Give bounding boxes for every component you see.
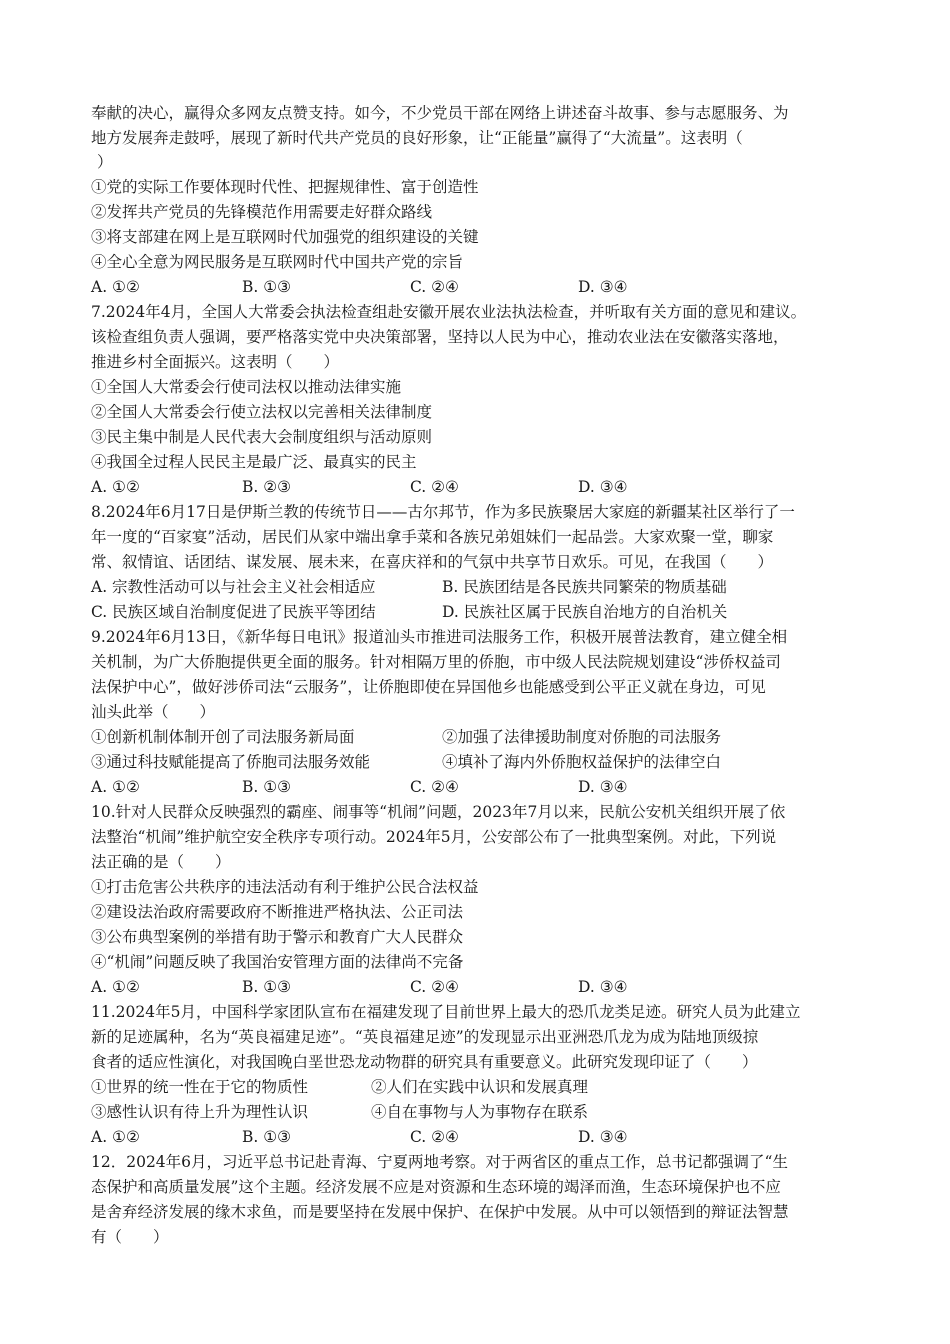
- q11-option-1: ①世界的统一性在于它的物质性: [91, 1078, 309, 1096]
- q7-option-2: ②全国人大常委会行使立法权以完善相关法律制度: [91, 403, 433, 421]
- q6-choice-c: C. ②④: [410, 278, 459, 296]
- q8-stem-line-3: 常、叙情谊、话团结、谋发展、展未来，在喜庆祥和的气氛中共享节日欢乐。可见，在我国（ ）: [91, 553, 774, 571]
- q9-option-2: ②加强了法律援助制度对侨胞的司法服务: [442, 728, 722, 746]
- q7-choice-d: D. ③④: [578, 478, 628, 496]
- q6-choice-d: D. ③④: [578, 278, 628, 296]
- q7-option-3: ③民主集中制是人民代表大会制度组织与活动原则: [91, 428, 433, 446]
- q8-choice-c: C. 民族区域自治制度促进了民族平等团结: [91, 603, 376, 621]
- q9-choice-b: B. ①③: [242, 778, 292, 796]
- q10-option-4: ④“机闹”问题反映了我国治安管理方面的法律尚不完备: [91, 953, 464, 971]
- q8-choice-d: D. 民族社区属于民族自治地方的自治机关: [442, 603, 728, 621]
- q8-choice-a: A. 宗教性活动可以与社会主义社会相适应: [91, 578, 376, 596]
- q7-choice-b: B. ②③: [242, 478, 292, 496]
- q10-stem-line-2: 法整治“机闹”维护航空安全秩序专项行动。2024年5月，公安部公布了一批典型案例。对此，下列说: [91, 828, 777, 846]
- q10-option-1: ①打击危害公共秩序的违法活动有利于维护公民合法权益: [91, 878, 479, 896]
- q12-stem-line-4: 有（ ）: [91, 1228, 169, 1246]
- q6-option-1: ①党的实际工作要体现时代性、把握规律性、富于创造性: [91, 178, 479, 196]
- q6-option-2: ②发挥共产党员的先锋模范作用需要走好群众路线: [91, 203, 433, 221]
- q10-stem-line-3: 法正确的是（ ）: [91, 853, 231, 871]
- q6-stem-line-3: ）: [97, 153, 113, 171]
- q12-stem-line-2: 态保护和高质量发展”这个主题。经济发展不应是对资源和生态环境的竭泽而渔，生态环境保护也不应: [91, 1178, 781, 1196]
- q6-stem-line-2: 地方发展奔走鼓呼，展现了新时代共产党员的良好形象，让“正能量”赢得了“大流量”。这表明（: [91, 129, 743, 147]
- q8-choice-b: B. 民族团结是各民族共同繁荣的物质基础: [442, 578, 727, 596]
- q11-choice-b: B. ①③: [242, 1128, 292, 1146]
- q7-choice-c: C. ②④: [410, 478, 459, 496]
- q11-stem-line-1: 11.2024年5月，中国科学家团队宣布在福建发现了目前世界上最大的恐爪龙类足迹。研究人员为此建立: [91, 1003, 801, 1021]
- q6-choice-b: B. ①③: [242, 278, 292, 296]
- q11-choice-c: C. ②④: [410, 1128, 459, 1146]
- q9-option-4: ④填补了海内外侨胞权益保护的法律空白: [442, 753, 722, 771]
- q9-choice-a: A. ①②: [91, 778, 140, 796]
- q12-stem-line-3: 是舍弃经济发展的缘木求鱼，而是要坚持在发展中保护、在保护中发展。从中可以领悟到的辩证法智慧: [91, 1203, 789, 1221]
- q11-option-4: ④自在事物与人为事物存在联系: [371, 1103, 589, 1121]
- q9-stem-line-3: 法保护中心”，做好涉侨司法“云服务”，让侨胞即使在异国他乡也能感受到公平正义就在身边，可见: [91, 678, 766, 696]
- q10-option-2: ②建设法治政府需要政府不断推进严格执法、公正司法: [91, 903, 464, 921]
- q6-option-4: ④全心全意为网民服务是互联网时代中国共产党的宗旨: [91, 253, 464, 271]
- q9-stem-line-1: 9.2024年6月13日，《新华每日电讯》报道汕头市推进司法服务工作，积极开展普法教育，建立健全相: [91, 628, 788, 646]
- q10-stem-line-1: 10.针对人民群众反映强烈的霸座、闹事等“机闹”问题，2023年7月以来，民航公安机关组织开展了依: [91, 803, 786, 821]
- q9-stem-line-2: 关机制，为广大侨胞提供更全面的服务。针对相隔万里的侨胞，市中级人民法院规划建设“涉侨权益司: [91, 653, 781, 671]
- q8-stem-line-2: 年一度的“百家宴”活动，居民们从家中端出拿手菜和各族兄弟姐妹们一起品尝。大家欢聚一堂，聊家: [91, 528, 774, 546]
- q7-stem-line-1: 7.2024年4月，全国人大常委会执法检查组赴安徽开展农业法执法检查，并听取有关方面的意见和建议。: [91, 303, 807, 321]
- q10-choice-d: D. ③④: [578, 978, 628, 996]
- q6-choice-a: A. ①②: [91, 278, 140, 296]
- q6-option-3: ③将支部建在网上是互联网时代加强党的组织建设的关键: [91, 228, 479, 246]
- q9-stem-line-4: 汕头此举（ ）: [91, 703, 216, 721]
- q7-stem-line-3: 推进乡村全面振兴。这表明（ ）: [91, 353, 340, 371]
- q9-choice-d: D. ③④: [578, 778, 628, 796]
- q10-choice-b: B. ①③: [242, 978, 292, 996]
- q7-option-1: ①全国人大常委会行使司法权以推动法律实施: [91, 378, 402, 396]
- q10-choice-a: A. ①②: [91, 978, 140, 996]
- q10-option-3: ③公布典型案例的举措有助于警示和教育广大人民群众: [91, 928, 464, 946]
- q10-choice-c: C. ②④: [410, 978, 459, 996]
- q6-stem-line-1: 奉献的决心，赢得众多网友点赞支持。如今，不少党员干部在网络上讲述奋斗故事、参与志愿服务、为: [91, 104, 789, 122]
- q11-stem-line-3: 食者的适应性演化，对我国晚白垩世恐龙动物群的研究具有重要意义。此研究发现印证了（ ）: [91, 1053, 758, 1071]
- q12-stem-line-1: 12．2024年6月，习近平总书记赴青海、宁夏两地考察。对于两省区的重点工作，总书记都强调了“生: [91, 1153, 788, 1171]
- q11-choice-d: D. ③④: [578, 1128, 628, 1146]
- q11-option-2: ②人们在实践中认识和发展真理: [371, 1078, 589, 1096]
- q7-option-4: ④我国全过程人民民主是最广泛、最真实的民主: [91, 453, 417, 471]
- q9-option-3: ③通过科技赋能提高了侨胞司法服务效能: [91, 753, 371, 771]
- q8-stem-line-1: 8.2024年6月17日是伊斯兰教的传统节日——古尔邦节，作为多民族聚居大家庭的新疆某社区举行了一: [91, 503, 795, 521]
- q11-stem-line-2: 新的足迹属种，名为“英良福建足迹”。“英良福建足迹”的发现显示出亚洲恐爪龙为成为陆地顶级掠: [91, 1028, 759, 1046]
- q9-option-1: ①创新机制体制开创了司法服务新局面: [91, 728, 355, 746]
- q9-choice-c: C. ②④: [410, 778, 459, 796]
- q11-choice-a: A. ①②: [91, 1128, 140, 1146]
- q7-choice-a: A. ①②: [91, 478, 140, 496]
- q11-option-3: ③感性认识有待上升为理性认识: [91, 1103, 309, 1121]
- q7-stem-line-2: 该检查组负责人强调，要严格落实党中央决策部署，坚持以人民为中心，推动农业法在安徽落实落地，: [91, 328, 789, 346]
